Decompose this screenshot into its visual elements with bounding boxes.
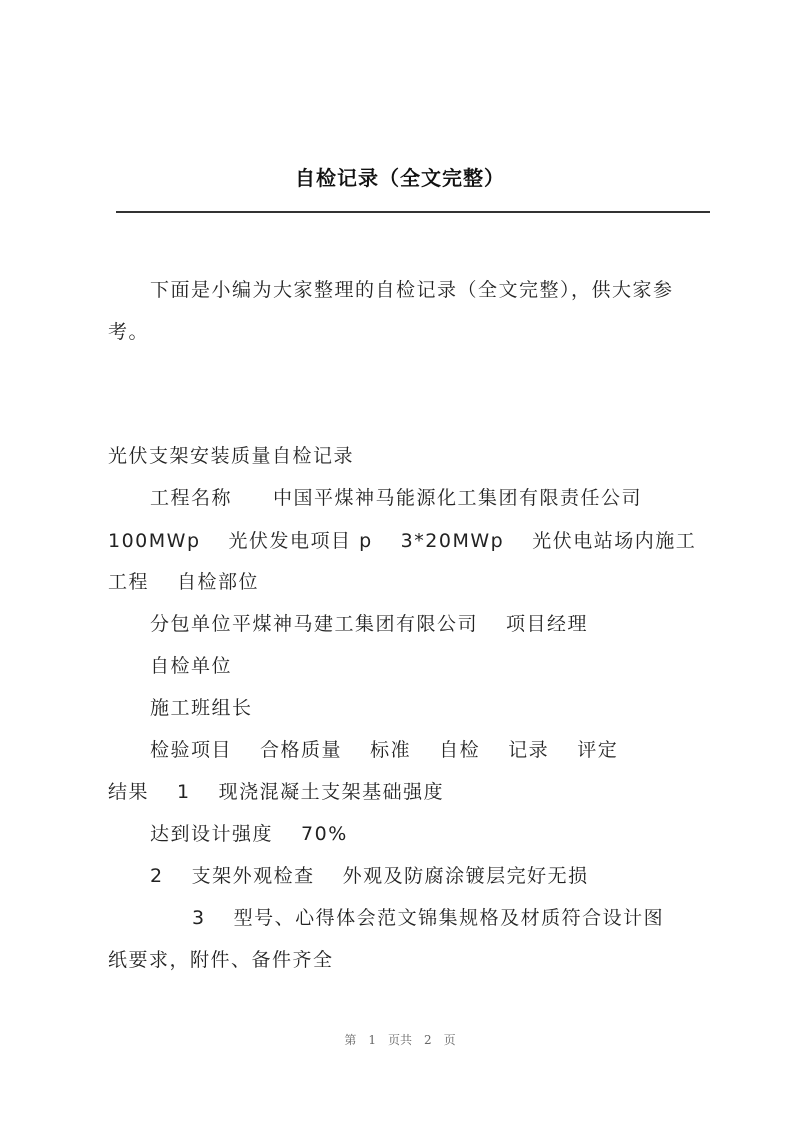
body-line-project-scope: 100MWp 光伏发电项目 p 3*20MWp 光伏电站场内施工 (108, 530, 697, 552)
body-line-project-name: 工程名称 中国平煤神马能源化工集团有限责任公司 (150, 487, 643, 509)
body-line-item-2: 2 支架外观检查 外观及防腐涂镀层完好无损 (150, 865, 589, 887)
intro-line-1: 下面是小编为大家整理的自检记录（全文完整），供大家参 (150, 279, 674, 301)
body-line-subcontractor: 分包单位平煤神马建工集团有限公司 项目经理 (150, 613, 589, 635)
document-title: 自检记录（全文完整） (295, 166, 505, 190)
body-line-inspection-part: 工程 自检部位 (108, 571, 260, 593)
intro-line-2: 考。 (108, 321, 150, 343)
page-footer: 第 1 页共 2 页 (344, 1033, 456, 1047)
body-line-item-1-standard: 达到设计强度 70% (150, 823, 348, 845)
body-line-inspection-unit: 自检单位 (150, 655, 233, 677)
body-line-item-3: 3 型号、心得体会范文锦集规格及材质符合设计图 (192, 907, 665, 929)
body-line-item-3-cont: 纸要求，附件、备件齐全 (108, 949, 334, 971)
body-line-item-1: 结果 1 现浇混凝土支架基础强度 (108, 781, 445, 803)
title-divider (116, 211, 710, 213)
body-line-table-header: 检验项目 合格质量 标准 自检 记录 评定 (150, 739, 619, 761)
body-line-team-leader: 施工班组长 (150, 697, 253, 719)
record-title: 光伏支架安装质量自检记录 (108, 445, 355, 467)
